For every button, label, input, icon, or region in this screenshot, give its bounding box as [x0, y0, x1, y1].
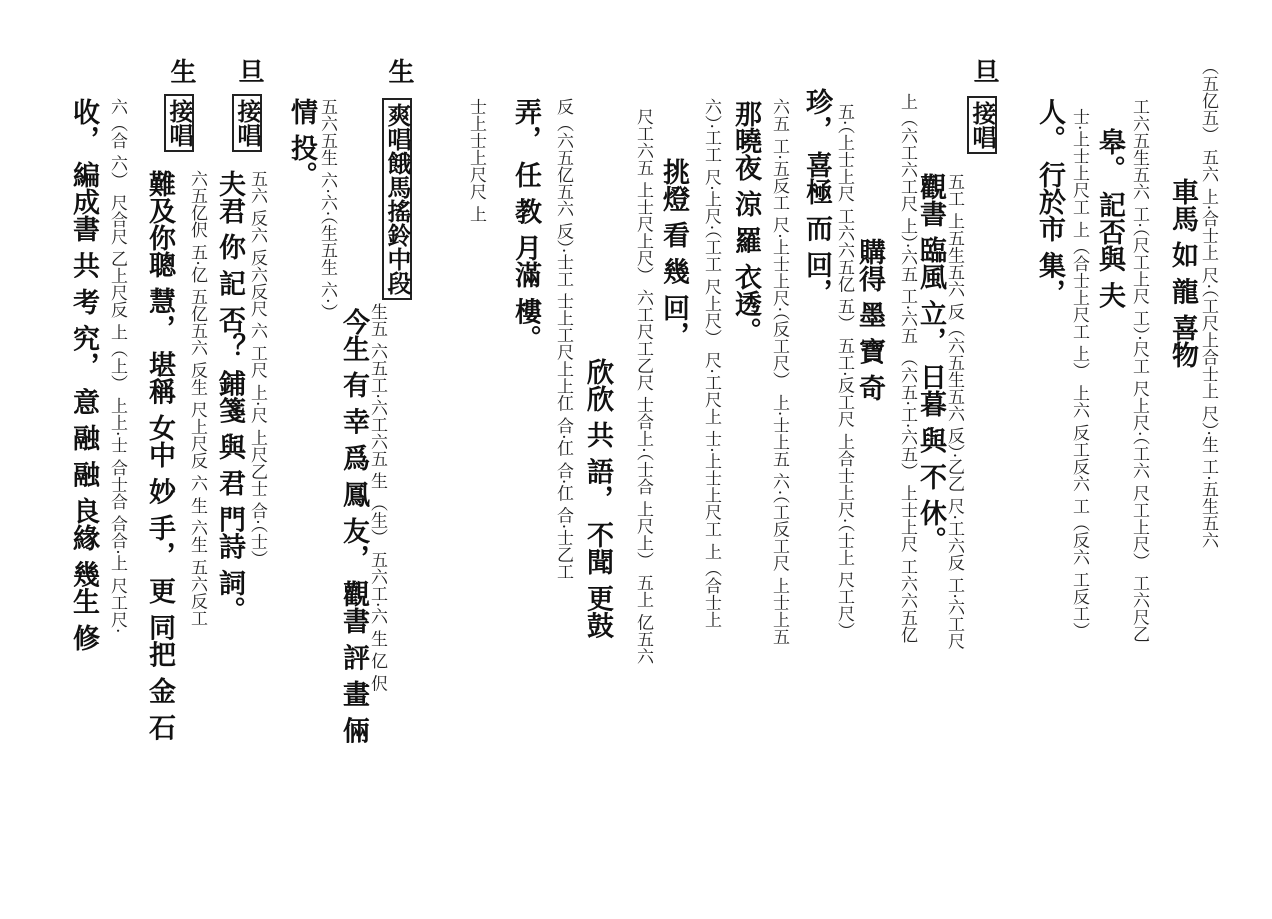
score-column-11 [455, 58, 499, 898]
gongche-notation: 六）·工工 尺·上尺·（工工 尺上尺） 尺·工尺上 士·上士上尺工 上（合士上 [701, 98, 721, 629]
role-label: 生 [166, 58, 196, 84]
gongche-notation: 士上士上尺尺 上 [466, 98, 486, 223]
score-column-15 [144, 58, 207, 898]
lyric-text: 皋。 記否與 夫 [1094, 128, 1125, 309]
lyric-text: 觀書 臨風 立， 日暮 與 不 休。 [915, 173, 946, 554]
role-label: 旦 [969, 58, 999, 84]
score-column-14 [214, 58, 274, 898]
score-column-12 [338, 58, 424, 898]
gongche-notation: 六（合 六） 尺合尺 乙上尺反 上（上） 上上·士 合士合 合合·上 尺工尺· [107, 98, 127, 634]
lyric-text: 今生 有 幸 爲 鳳 友， 觀書 評 畫 倆 [338, 308, 369, 744]
gongche-notation: 生五 六五工·六工六五 生 （生） 五六工·六 生 亿 伬 [367, 303, 387, 692]
score-column-2 [1094, 58, 1154, 898]
lyric-text: 情 投。 [286, 98, 317, 189]
lyric-text: 人。 行於市 集， [1034, 98, 1065, 306]
section-heading: 接唱 [232, 94, 262, 152]
gongche-notation: 士·上士上尺工 上（合士上尺工 上） 上六 反工反六 工（反六 工反工） [1069, 108, 1089, 639]
lyric-text: 挑燈 看 幾 回， [658, 158, 689, 349]
lyric-text: 車馬 如 龍 喜物 [1167, 178, 1198, 369]
gongche-notation: 尺工六五 上士尺上尺） 六工尺工乙尺 士合上·（士合 上尺上） 五上 亿五六 [633, 108, 653, 665]
gongche-notation: 六五亿伬 五·亿 五亿五六 反生 尺上尺反 六 生 六生 五六反工 [187, 170, 207, 627]
gongche-notation: 六五 工·五反工 尺·上士上尺·（反工尺） 上·士上五 六·（工反工尺 上士上五 [769, 98, 789, 646]
gongche-notation: （五亿五） 五六 上·合士上 尺·（工尺上合士上 尺）·生 工·五生五六 [1198, 58, 1218, 549]
role-label: 生 [384, 58, 414, 84]
section-heading: 接唱 [164, 94, 194, 152]
lyric-text: 弄， 任 教 月滿 樓。 [510, 98, 541, 352]
gongche-notation: 反（六五亿五六 反）·士工 士上工尺上上仜 合·仜 合·仜 合·士乙工 [553, 98, 573, 581]
score-column-1 [1167, 58, 1219, 898]
score-column-6 [801, 58, 859, 898]
gongche-notation: 五六 反六 反六反尺 六 工尺 上·尺 上尺乙士 合·（士） [247, 170, 267, 568]
gongche-notation: 上（六工六工尺 上）·六五 工·六五 （六五·工·六五） 上士上尺 工六六五亿 [897, 93, 917, 644]
lyric-text: 那曉夜 涼 羅 衣透。 [730, 100, 761, 345]
role-label: 旦 [234, 58, 264, 84]
gongche-notation: 五工 上五生五六 反（六五生五六 反）·乙乙 尺·工六反 工·六工尺 [944, 173, 964, 650]
section-heading: 接唱 [967, 96, 997, 154]
lyric-text: 欣欣 共 語， 不聞 更鼓 [582, 358, 613, 639]
score-column-5 [854, 58, 924, 898]
section-heading: 爽唱餓馬搖鈴中段 [382, 98, 412, 300]
gongche-notation: 工六五生五六 工·（尺工上尺 工）·尺工 尺上尺·（工六 尺工上尺） 工六尺乙 [1129, 98, 1149, 643]
score-column-7 [730, 58, 796, 898]
lyric-text: 收， 編成書 共 考 究， 意 融 融 良緣 幾生 修 [68, 98, 99, 651]
score-column-10 [510, 58, 584, 898]
score-column-4 [915, 58, 999, 898]
lyric-text: 夫君 你 記 否？ 鋪箋 與 君 門詩 詞。 [214, 170, 245, 624]
lyric-text: 珍， 喜極 而 回， [801, 88, 832, 306]
lyric-text: 難及你聰 慧， 堪稱 女中 妙 手， 更 同把 金 石 [144, 170, 175, 741]
lyric-text: 購得 墨 寶 奇 [854, 238, 885, 402]
score-column-3 [1034, 58, 1092, 898]
score-column-13 [286, 58, 337, 898]
score-column-9 [582, 58, 664, 898]
gongche-notation: 五·（上士上尺 工六六五亿 五） 五工·反工尺 上合士上尺·（士上 尺工尺） [834, 103, 854, 640]
score-column-16 [68, 58, 127, 898]
score-column-8 [658, 58, 734, 898]
gongche-notation: 五六五生 六·六·（生五生 六·） [317, 98, 337, 321]
